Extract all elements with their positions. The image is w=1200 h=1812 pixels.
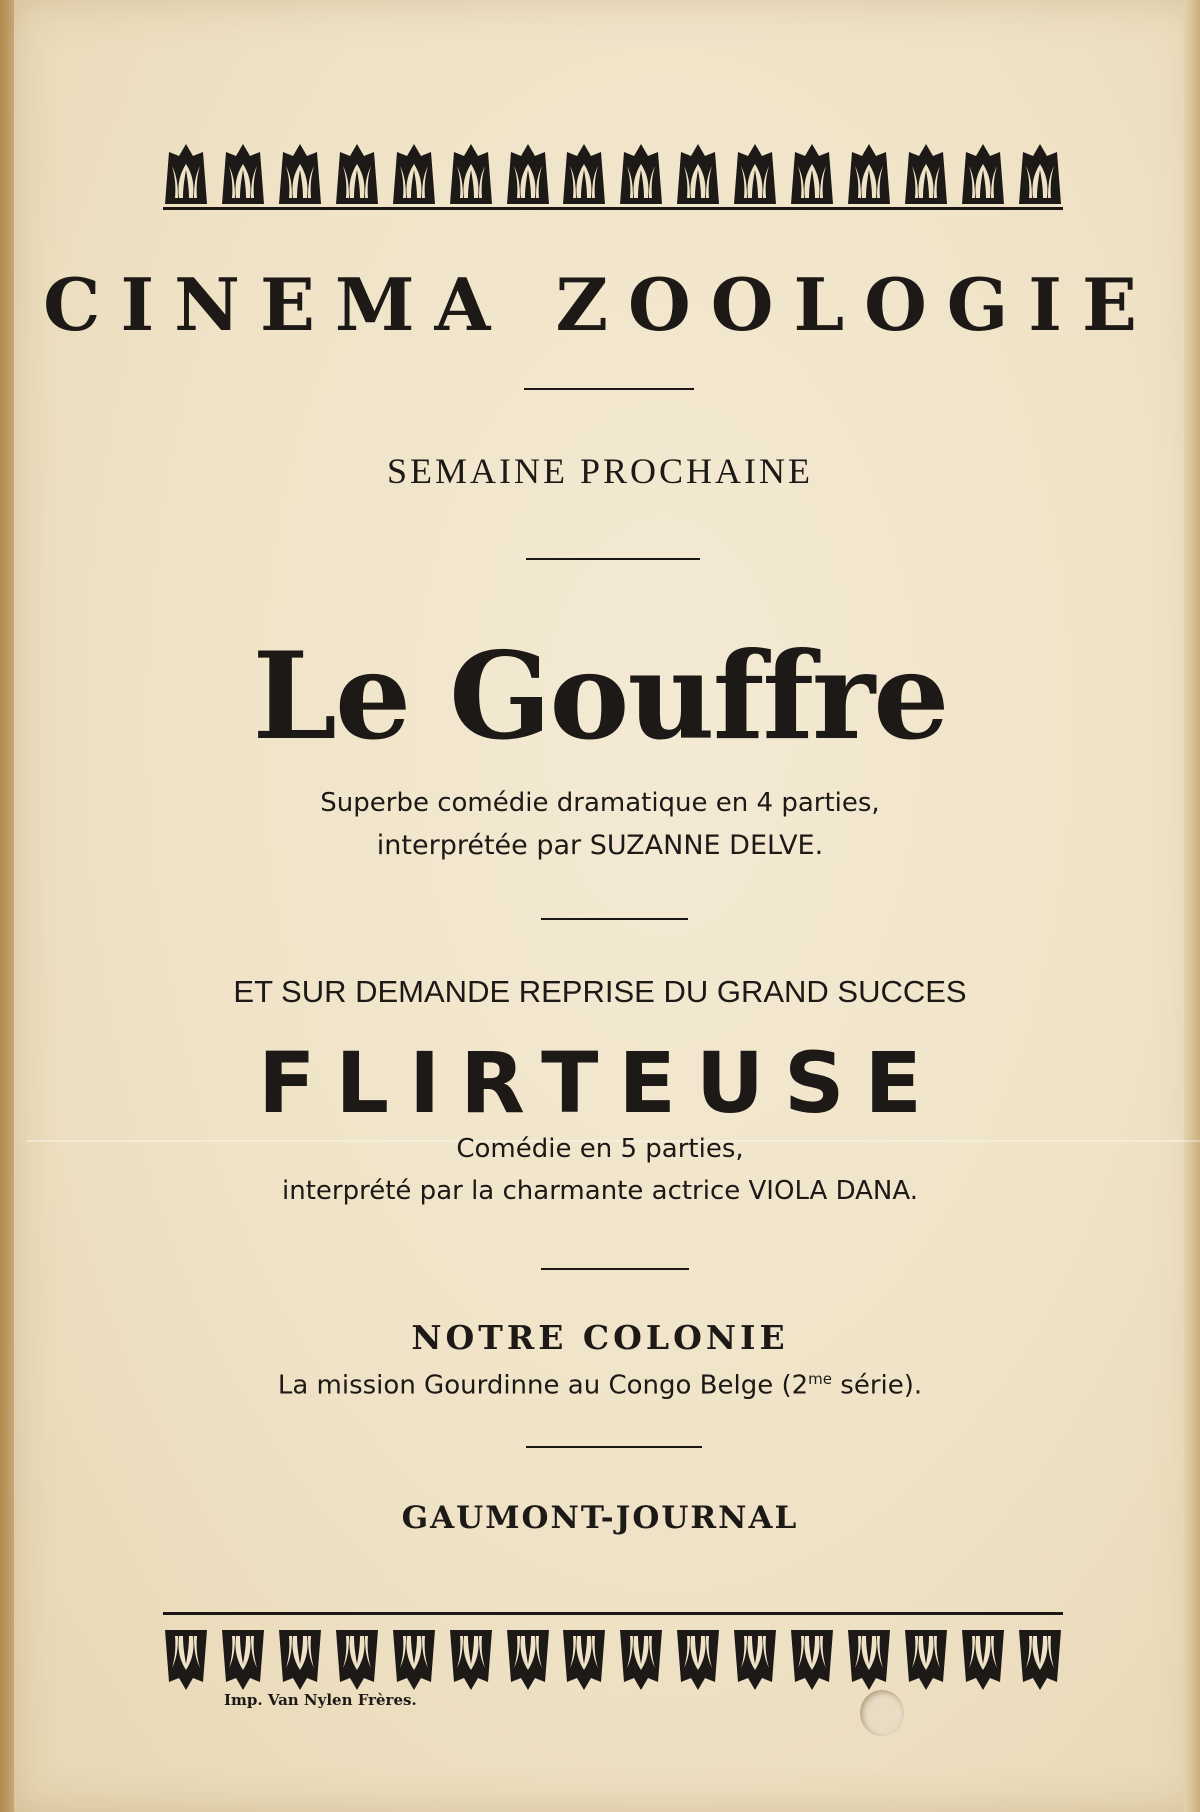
feature1-line1: Superbe comédie dramatique en 4 parties, (320, 788, 880, 818)
divider-2 (526, 558, 700, 560)
bottom-ornament-border (163, 1618, 1063, 1696)
feature1-title: Le Gouffre (252, 626, 948, 767)
gothic-fleuron-icon (561, 142, 607, 210)
gothic-fleuron-icon (220, 142, 266, 210)
gothic-fleuron-icon (163, 1628, 209, 1696)
divider-1 (524, 388, 694, 390)
divider-4 (541, 1268, 689, 1270)
gothic-fleuron-icon (846, 142, 892, 210)
gothic-fleuron-icon (732, 1628, 778, 1696)
gothic-fleuron-icon (960, 1628, 1006, 1696)
gothic-fleuron-icon (1017, 142, 1063, 210)
gothic-fleuron-icon (618, 1628, 664, 1696)
gothic-fleuron-icon (846, 1628, 892, 1696)
newsreel-title: GAUMONT-JOURNAL (401, 1500, 799, 1536)
feature1-line2: interprétée par SUZANNE DELVE. (376, 830, 824, 861)
colony-superscript: me (808, 1370, 833, 1388)
gothic-fleuron-icon (220, 1628, 266, 1696)
gothic-fleuron-icon (1017, 1628, 1063, 1696)
colony-line (0, 1370, 1200, 1401)
feature2-intro: ET SUR DEMANDE REPRISE DU GRAND SUCCES (233, 974, 967, 1009)
gothic-fleuron-icon (163, 142, 209, 210)
gothic-fleuron-icon (675, 1628, 721, 1696)
colony-line-suffix: série). (832, 1370, 923, 1401)
gothic-fleuron-icon (391, 1628, 437, 1696)
feature2-line1: Comédie en 5 parties, (456, 1134, 744, 1164)
gothic-fleuron-icon (675, 142, 721, 210)
gothic-fleuron-icon (505, 142, 551, 210)
gothic-fleuron-icon (789, 142, 835, 210)
colony-line-prefix: La mission Gourdinne au Congo Belge (2 (277, 1370, 809, 1401)
gothic-fleuron-icon (277, 1628, 323, 1696)
gothic-fleuron-icon (334, 1628, 380, 1696)
gothic-fleuron-icon (561, 1628, 607, 1696)
divider-3 (541, 918, 688, 920)
top-ornament-border (163, 132, 1063, 210)
gothic-fleuron-icon (334, 142, 380, 210)
gothic-fleuron-icon (903, 1628, 949, 1696)
feature2-line2: interprété par la charmante actrice VIOLA DANA. (282, 1176, 918, 1206)
divider-5 (526, 1446, 702, 1448)
gothic-fleuron-icon (903, 142, 949, 210)
top-border-rule (163, 207, 1063, 210)
gothic-fleuron-icon (391, 142, 437, 210)
gothic-fleuron-icon (277, 142, 323, 210)
gothic-fleuron-icon (732, 142, 778, 210)
bottom-border-rule (163, 1612, 1063, 1615)
feature2-title: FLIRTEUSE (258, 1034, 942, 1132)
gothic-fleuron-icon (448, 142, 494, 210)
punch-hole (860, 1690, 904, 1736)
gothic-fleuron-icon (448, 1628, 494, 1696)
gothic-fleuron-icon (789, 1628, 835, 1696)
printer-imprint: Imp. Van Nylen Frères. (224, 1691, 417, 1709)
cinema-title: CINEMA ZOOLOGIE (43, 262, 1157, 347)
colony-title: NOTRE COLONIE (411, 1318, 789, 1357)
gothic-fleuron-icon (505, 1628, 551, 1696)
gothic-fleuron-icon (618, 142, 664, 210)
gothic-fleuron-icon (960, 142, 1006, 210)
semaine-heading: SEMAINE PROCHAINE (386, 451, 813, 491)
